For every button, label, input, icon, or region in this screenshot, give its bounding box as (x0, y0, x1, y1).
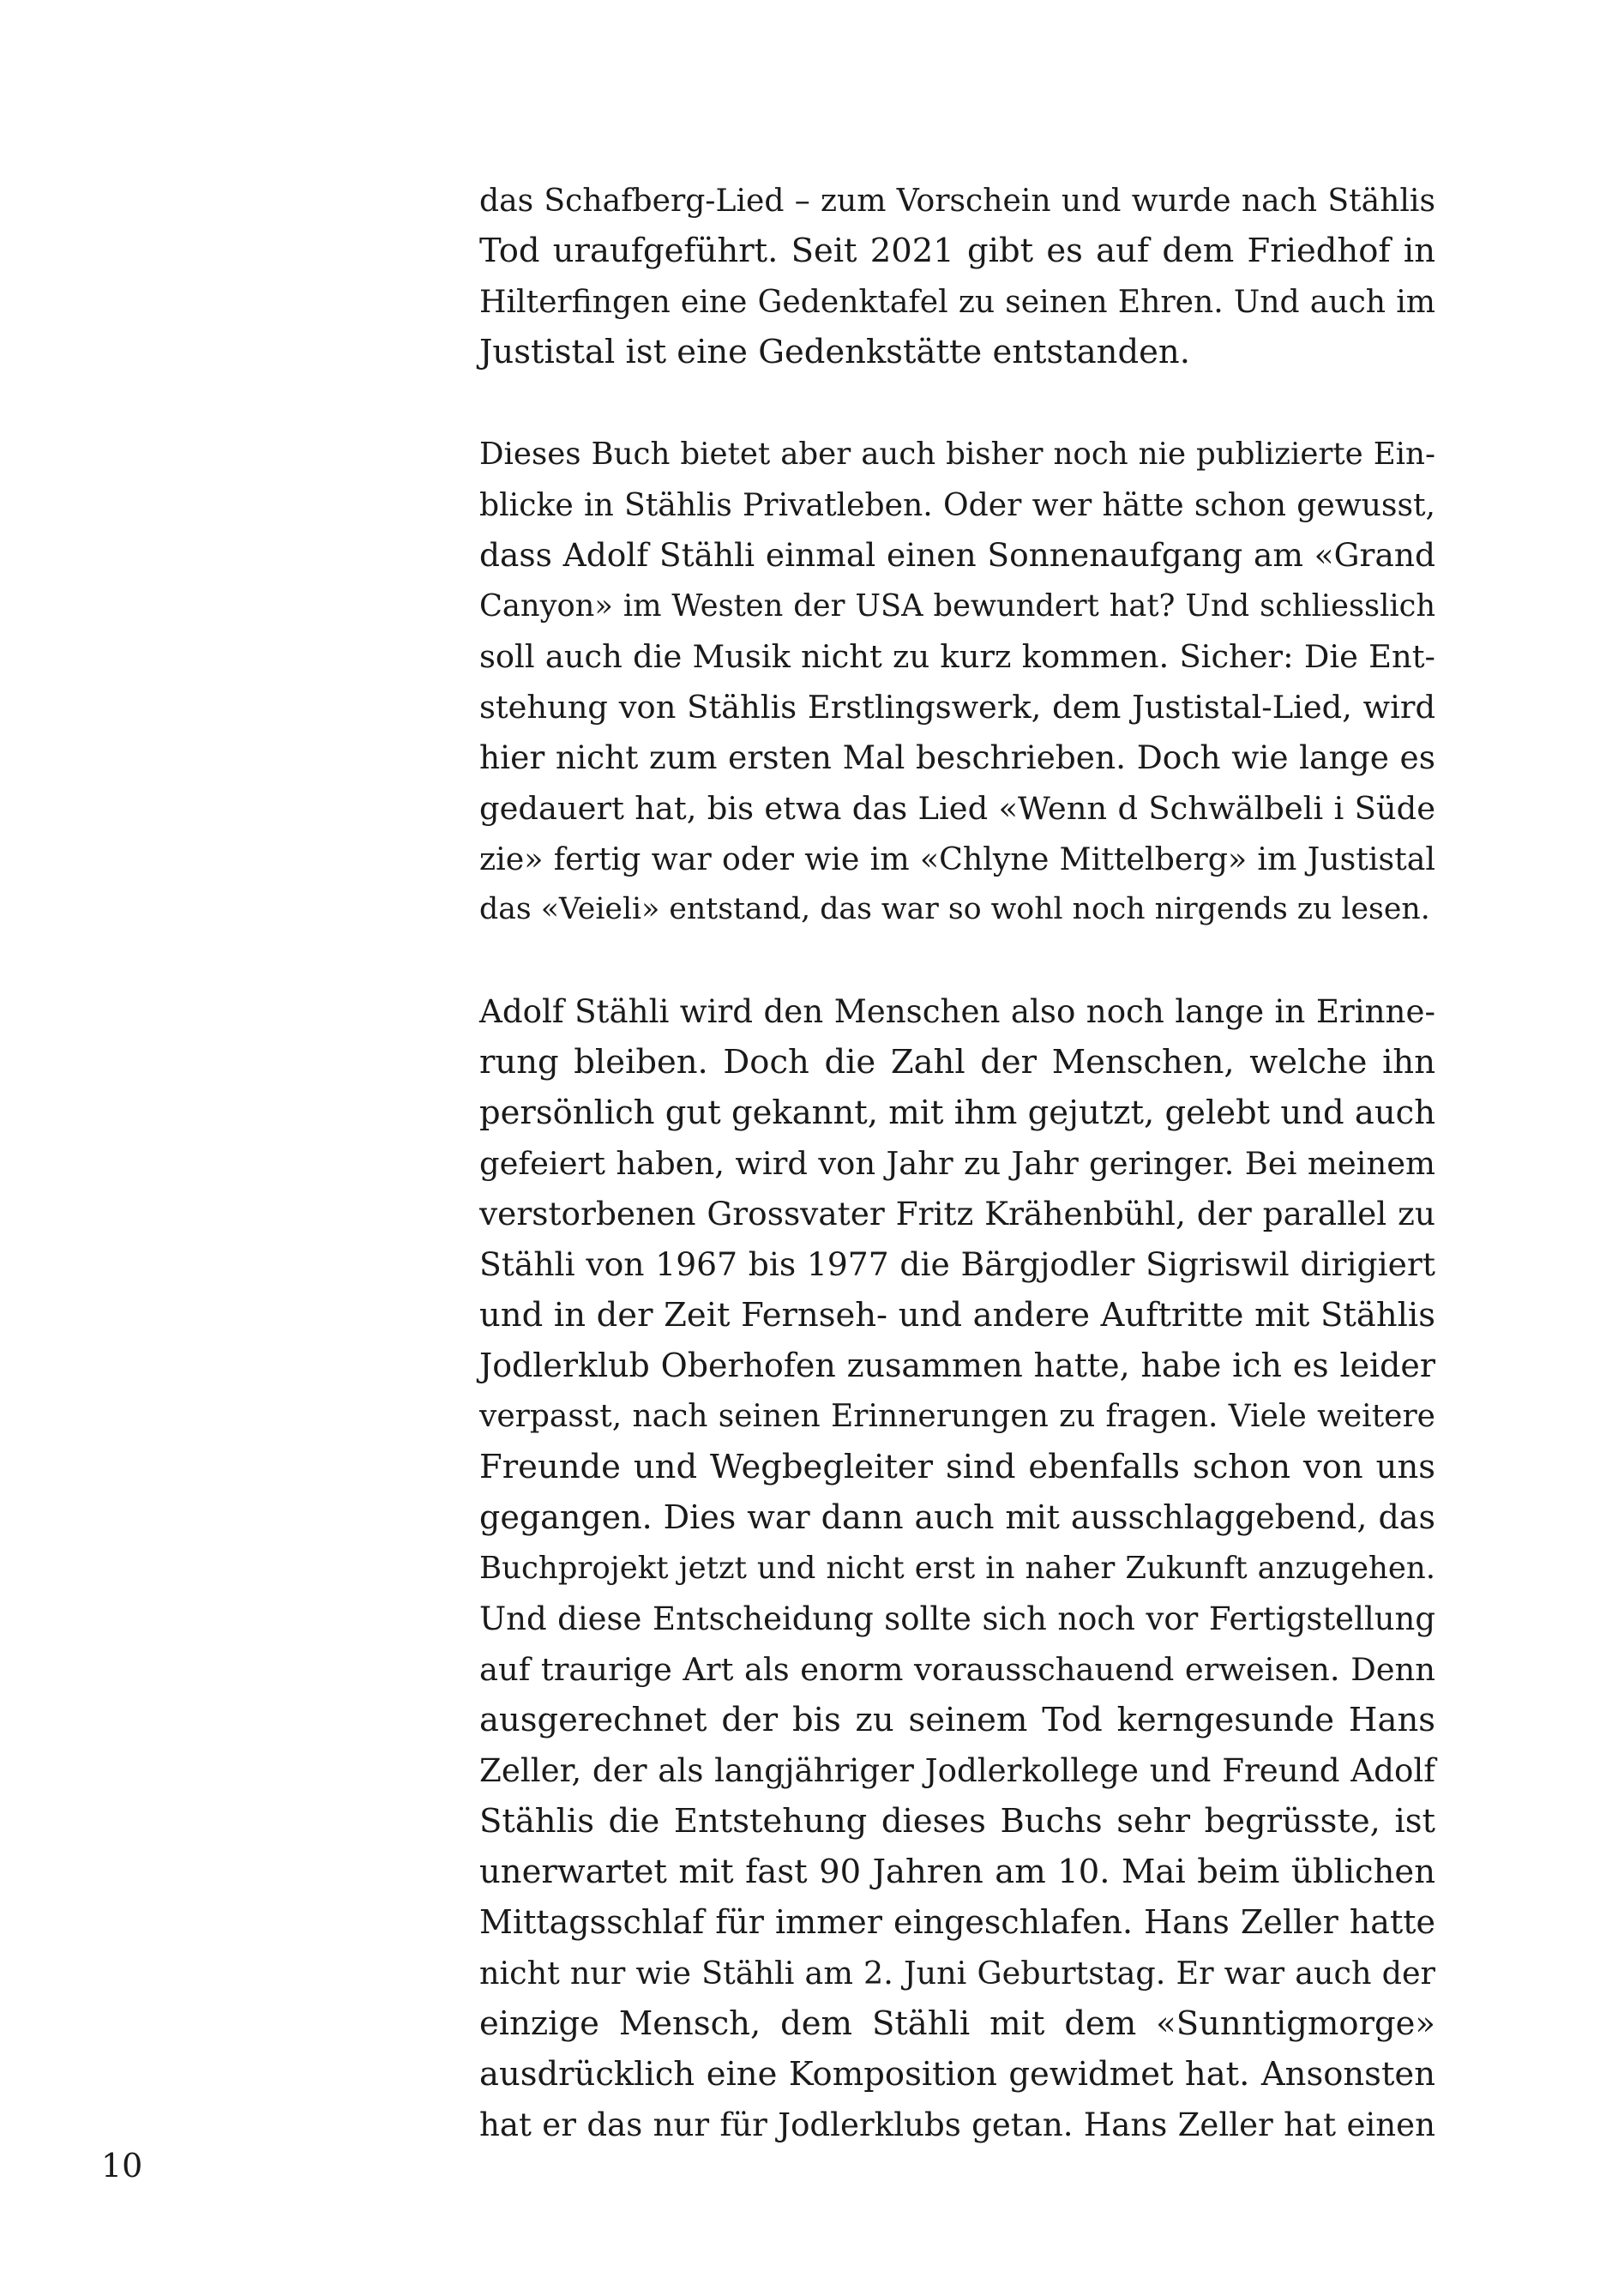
text-line: Tod uraufgeführt. Seit 2021 gibt es auf dem Friedhof in (479, 232, 1435, 270)
text-line: hier nicht zum ersten Mal beschrieben. Doch wie lange es (479, 738, 1435, 776)
text-line: ausgerechnet der bis zu seinem Tod kerngesunde Hans (479, 1701, 1435, 1739)
text-line: soll auch die Musik nicht zu kurz kommen. Sicher: Die Ent- (479, 638, 1435, 675)
text-line: gegangen. Dies war dann auch mit ausschlaggebend, das (479, 1498, 1435, 1536)
text-line: zie» fertig war oder wie im «Chlyne Mittelberg» im Justistal (479, 841, 1435, 877)
paragraph-2 (479, 429, 1435, 935)
text-line: Jodlerklub Oberhofen zusammen hatte, habe ich es leider (479, 1347, 1435, 1384)
text-line: unerwartet mit fast 90 Jahren am 10. Mai beim üblichen (479, 1853, 1435, 1891)
text-line: blicke in Stählis Privatleben. Oder wer hätte schon gewusst, (479, 486, 1435, 523)
text-line: stehung von Stählis Erstlingswerk, dem Justistal-Lied, wird (479, 689, 1435, 726)
text-line: das Schafberg-Lied – zum Vorschein und wurde nach Stählis (479, 182, 1435, 219)
text-line: Justistal ist eine Gedenkstätte entstanden. (479, 333, 1190, 371)
text-line: Dieses Buch bietet aber auch bisher noch nie publizierte Ein- (479, 437, 1435, 472)
text-line: gedauert hat, bis etwa das Lied «Wenn d Schwälbeli i Süde (479, 790, 1435, 827)
text-line: verstorbenen Grossvater Fritz Krähenbühl, der parallel zu (479, 1195, 1435, 1232)
text-line: das «Veieli» entstand, das war so wohl noch nirgends zu lesen. (479, 892, 1430, 926)
text-line: dass Adolf Stähli einmal einen Sonnenaufgang am «Grand (479, 536, 1435, 574)
text-line: Stähli von 1967 bis 1977 die Bärgjodler Sigriswil dirigiert (479, 1245, 1435, 1283)
paragraph-3 (479, 986, 1435, 2150)
text-line: auf traurige Art als enorm vorausschauend erweisen. Denn (479, 1651, 1435, 1688)
text-line: rung bleiben. Doch die Zahl der Menschen, welche ihn (479, 1043, 1435, 1082)
text-line: persönlich gut gekannt, mit ihm gejutzt, gelebt und auch (479, 1094, 1435, 1132)
text-line: Und diese Entscheidung sollte sich noch vor Fertigstellung (479, 1600, 1435, 1637)
text-line: nicht nur wie Stähli am 2. Juni Geburtstag. Er war auch der (479, 1955, 1435, 1992)
body-text (479, 175, 1435, 2202)
text-line: und in der Zeit Fernseh- und andere Auftritte mit Stählis (479, 1296, 1435, 1335)
text-line: Zeller, der als langjähriger Jodlerkollege und Freund Adolf (479, 1751, 1435, 1789)
text-line: einzige Mensch, dem Stähli mit dem «Sunntigmorge» (479, 2004, 1435, 2043)
text-line: ausdrücklich eine Komposition gewidmet hat. Ansonsten (479, 2055, 1435, 2094)
text-line: verpasst, nach seinen Erinnerungen zu fragen. Viele weitere (479, 1399, 1435, 1434)
page-number: 10 (101, 2147, 143, 2185)
text-line: Adolf Stähli wird den Menschen also noch lange in Erinne- (479, 992, 1435, 1030)
paragraph-1 (479, 175, 1435, 377)
text-line: Hilterfingen eine Gedenktafel zu seinen Ehren. Und auch im (479, 283, 1435, 320)
text-line: Buchprojekt jetzt und nicht erst in naher Zukunft anzugehen. (479, 1551, 1435, 1586)
text-line: hat er das nur für Jodlerklubs getan. Hans Zeller hat einen (479, 2106, 1435, 2143)
text-line: gefeiert haben, wird von Jahr zu Jahr geringer. Bei meinem (479, 1145, 1435, 1182)
text-line: Stählis die Entstehung dieses Buchs sehr begrüsste, ist (479, 1802, 1435, 1841)
text-line: Freunde und Wegbegleiter sind ebenfalls schon von uns (479, 1448, 1435, 1486)
text-line: Mittagsschlaf für immer eingeschlafen. Hans Zeller hatte (479, 1903, 1435, 1941)
text-line: Canyon» im Westen der USA bewundert hat? Und schliesslich (479, 588, 1435, 624)
